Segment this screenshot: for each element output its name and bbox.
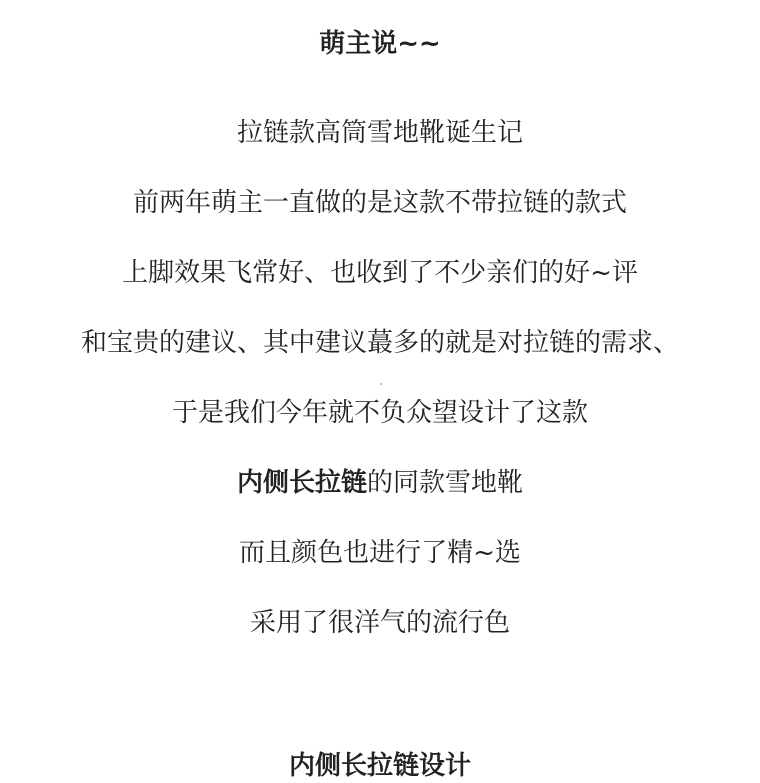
text-line-5: 于是我们今年就不负众望设计了这款: [171, 398, 588, 428]
intro-heading: 萌主说~~: [319, 29, 441, 59]
text-line-4: 和宝贵的建议、其中建议蕞多的就是对拉链的需求、: [80, 328, 679, 358]
section-heading: 内侧长拉链设计: [288, 751, 471, 781]
text-line-6: [0, 466, 760, 500]
text-line-1: 拉链款高筒雪地靴诞生记: [236, 118, 523, 148]
speck: [380, 383, 382, 385]
text-line-7: 而且颜色也进行了精~选: [239, 538, 521, 568]
text-line-2: 前两年萌主一直做的是这款不带拉链的款式: [132, 188, 627, 218]
normal-phrase: 的同款雪地靴: [367, 468, 524, 498]
text-line-8: 采用了很洋气的流行色: [249, 608, 510, 638]
text-line-3: 上脚效果飞常好、也收到了不少亲们的好~评: [122, 258, 638, 288]
bold-phrase: 内侧长拉链: [236, 468, 367, 498]
